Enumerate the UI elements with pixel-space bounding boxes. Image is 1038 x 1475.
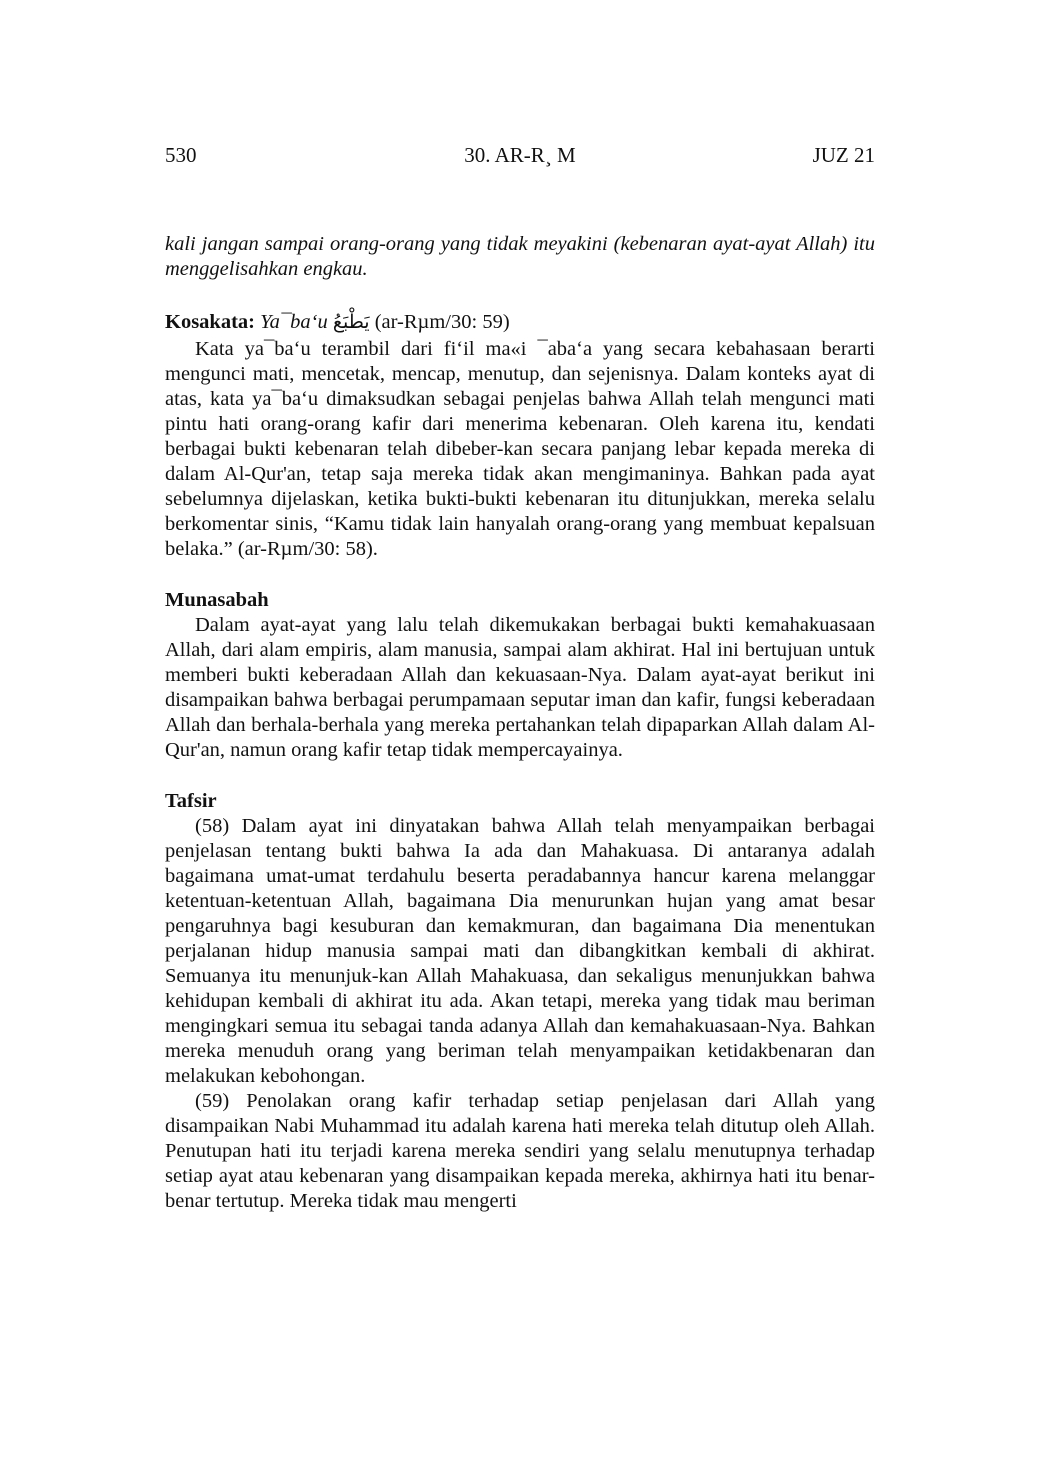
kosakata-paragraph: Kata ya¯ba‘u terambil dari fi‘il ma«i ¯aba‘a yang secara kebahasaan berarti mengunci mati, mencetak, mencap, menutup, dan sejenisnya. Dalam konteks ayat di atas, kata ya¯ba‘u dimaksudkan sebagai penjelas bahwa Allah telah mengunci mati pintu hati orang-orang kafir dari menerima kebenaran. Oleh karena itu, kendati berbagai bukti kebenaran telah dibeber-kan secara panjang lebar kepada mereka di dalam Al-Qur'an, tetap saja mereka tidak akan mengimaninya. Bahkan pada ayat sebelumnya dijelaskan, ketika bukti-bukti kebenaran itu ditunjukkan, mereka selalu berkomentar sinis, “Kamu tidak lain hanyalah orang-orang yang membuat kepalsuan belaka.” (ar-Rµm/30: 58). (165, 338, 875, 560)
kosakata-arabic: يَطْبَعُ (332, 311, 370, 333)
tafsir-heading: Tafsir (165, 790, 217, 812)
juz-label: JUZ 21 (812, 143, 875, 167)
page-body (165, 232, 875, 1214)
intro-text: kali jangan sampai orang-orang yang tidak meyakini (kebenaran ayat-ayat Allah) itu menggelisahkan engkau. (165, 233, 875, 280)
tafsir-paragraph-58: (58) Dalam ayat ini dinyatakan bahwa Allah telah menyampaikan berbagai penjelasan tentang bukti bahwa Ia ada dan Mahakuasa. Di antaranya adalah bagaimana umat-umat terdahulu beserta peradabannya hancur karena melanggar ketentuan-ketentuan Allah, bagaimana Dia menurunkan hujan yang amat besar pengaruhnya bagi kesuburan dan kemakmuran, dan bagaimana Dia menentukan perjalanan hidup manusia sampai mati dan dibangkitkan kembali di akhirat. Semuanya itu menunjuk-kan Allah Mahakuasa, dan sekaligus menunjukkan bahwa kehidupan kembali di akhirat itu ada. Akan tetapi, mereka yang tidak mau beriman mengingkari semua itu sebagai tanda adanya Allah dan kemahakuasaan-Nya. Bahkan mereka menuduh orang yang beriman telah menyampaikan ketidakbenaran dan melakukan kebohongan. (165, 815, 875, 1087)
kosakata-reference: (ar-Rµm/30: 59) (374, 311, 510, 333)
kosakata-term: Ya¯ba‘u (260, 311, 328, 333)
surah-title: 30. AR-R¸ M (464, 143, 576, 167)
munasabah-paragraph: Dalam ayat-ayat yang lalu telah dikemukakan berbagai bukti kemahakuasaan Allah, dari alam empiris, alam manusia, sampai alam akhirat. Hal ini bertujuan untuk memberi bukti keberadaan Allah dan kekuasaan-Nya. Dalam ayat-ayat berikut ini disampaikan bahwa berbagai perumpamaan seputar iman dan kafir, fungsi keberadaan Allah dan berhala-berhala yang mereka pertahankan telah dipaparkan Allah dalam Al-Qur'an, namun orang kafir tetap tidak mempercayainya. (165, 614, 875, 761)
munasabah-heading: Munasabah (165, 589, 269, 611)
kosakata-label: Kosakata: (165, 311, 255, 333)
tafsir-paragraph-59: (59) Penolakan orang kafir terhadap setiap penjelasan dari Allah yang disampaikan Nabi Muhammad itu adalah karena hati mereka telah ditutup oleh Allah. Penutupan hati itu terjadi karena mereka sendiri yang selalu menutupnya terhadap setiap ayat atau kebenaran yang disampaikan kepada mereka, akhirnya hati itu benar-benar tertutup. Mereka tidak mau mengerti (165, 1090, 875, 1212)
kosakata-heading-line (165, 310, 875, 335)
page-number: 530 (165, 143, 197, 167)
page-header (165, 143, 875, 173)
